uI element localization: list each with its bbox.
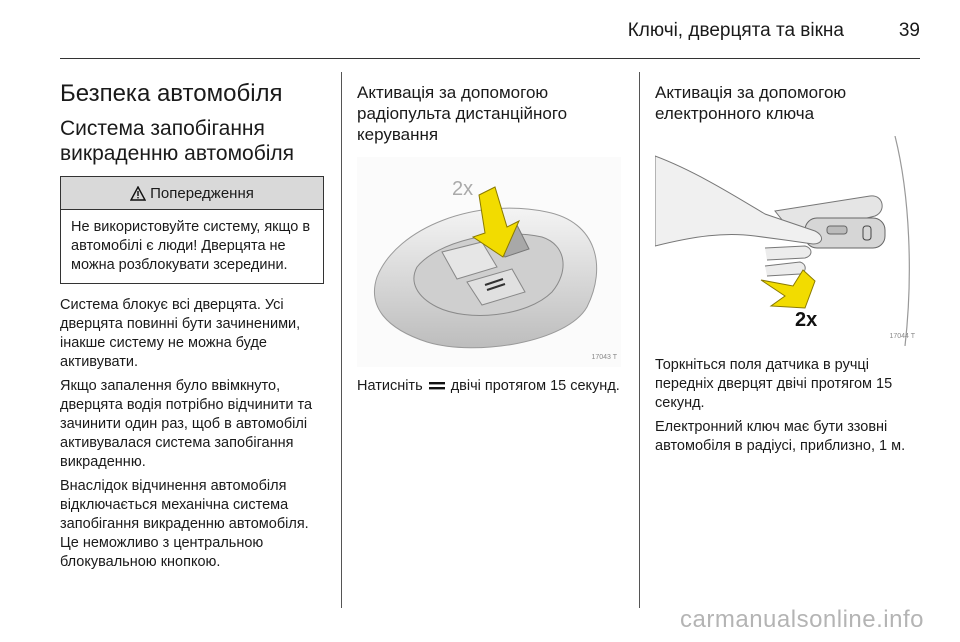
paragraph: Електронний ключ має бути ззовні автомобіля в радіусі, приблизно, 1 м. [655, 419, 906, 454]
warning-text: Не використовуйте систему, якщо в автомобілі є люди! Дверцята не можна розблокувати зсередини. [71, 219, 311, 273]
column-divider [341, 72, 342, 608]
text-before: Натисніть [357, 378, 423, 394]
remote-key-illustration [357, 157, 621, 367]
section-title: Безпека автомобіля [60, 80, 283, 107]
column-middle [357, 72, 621, 401]
paragraph: Внаслідок відчинення автомобіля відключається механічна система запобігання викраденню автомобіля. Це неможливо з центральною блокувальною кнопкою. [60, 478, 309, 570]
warning-title: Попередження [150, 184, 254, 202]
paragraph [357, 377, 621, 396]
paragraph: Торкніться поля датчика в ручці передніх дверцят двічі протягом 15 секунд. [655, 357, 893, 411]
header-title: Ключі, дверцята та вікна [627, 20, 844, 41]
warning-triangle-icon [130, 186, 146, 201]
door-handle-illustration [655, 136, 919, 346]
figure-code: 17044 T [889, 333, 915, 340]
remote-key-figure [357, 157, 621, 367]
text-after: двічі протягом 15 секунд. [450, 378, 620, 394]
figure-label: 2x [452, 178, 474, 200]
watermark: carmanualsonline.info [680, 606, 924, 633]
figure-label: 2x [795, 309, 818, 331]
paragraph: Якщо запалення було ввімкнуто, дверцята водія потрібно відчинити та зачинити один раз, щоб в автомобілі активувалася система запобігання викраденню. [60, 378, 313, 470]
header-rule [60, 58, 920, 59]
column-left [60, 72, 324, 577]
column-divider [639, 72, 640, 608]
column-title: Активація за допомогою електронного ключа [655, 83, 847, 123]
figure-code: 17043 T [591, 354, 617, 361]
warning-box [60, 176, 324, 284]
column-title: Активація за допомогою радіопульта дистанційного керування [357, 83, 568, 144]
column-right [655, 72, 919, 461]
warning-header [61, 177, 323, 210]
door-handle-figure [655, 136, 919, 346]
lock-button-icon [429, 381, 445, 391]
paragraph: Система блокує всі дверцята. Усі дверцята повинні бути зачиненими, інакше систему не можна буде активувати. [60, 297, 301, 370]
page-number: 39 [898, 20, 920, 41]
page-header [0, 0, 960, 60]
subsection-title: Система запобігання викраденню автомобіля [60, 117, 295, 165]
